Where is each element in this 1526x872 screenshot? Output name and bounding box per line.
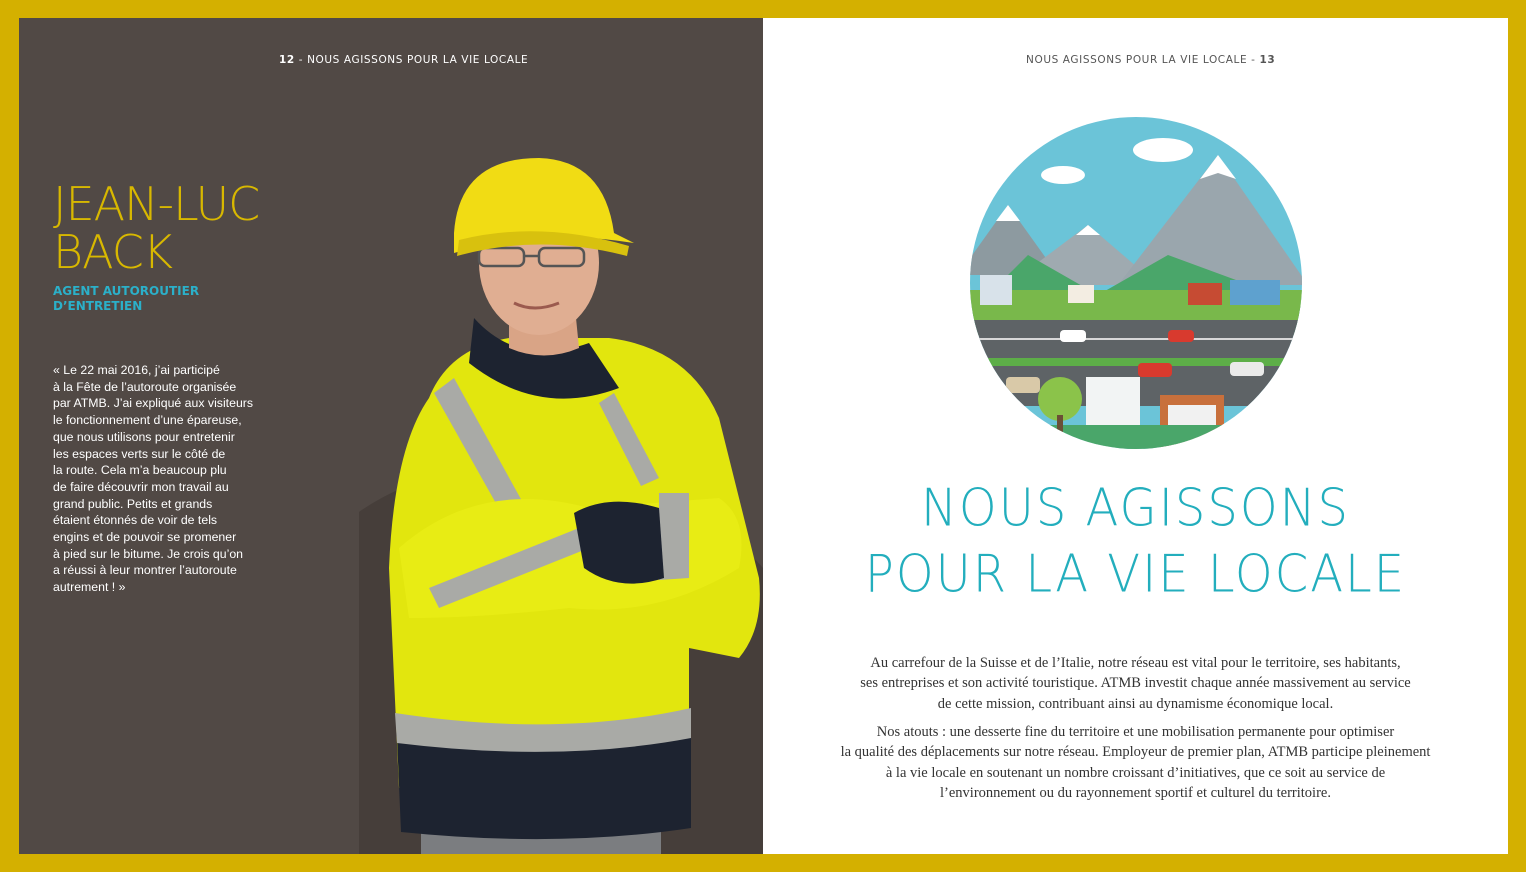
left-page (19, 18, 763, 854)
paragraph-line: Nos atouts : une desserte fine du territoire et une mobilisation permanente pour optimiser (876, 724, 1395, 740)
name-line: BACK (53, 225, 173, 279)
name-line: JEAN-LUC (53, 177, 260, 231)
role-line: AGENT AUTOROUTIER (53, 284, 200, 298)
quote-line: les espaces verts sur le côté de (53, 446, 226, 461)
paragraph-line: Au carrefour de la Suisse et de l’Italie, notre réseau est vital pour le territoire, ses habitants, (870, 655, 1401, 671)
page-number: 13 (1259, 54, 1276, 66)
employee-role (53, 284, 199, 314)
quote-line: par ATMB. J’ai expliqué aux visiteurs (53, 396, 254, 411)
paragraph-line: l’environnement ou du rayonnement sportif et culturel du territoire. (940, 785, 1331, 802)
quote-line: que nous utilisons pour entretenir (53, 429, 235, 444)
worker-portrait (359, 148, 763, 854)
quote-line: autrement ! » (53, 580, 126, 595)
quote-line: a réussi à leur montrer l’autoroute (53, 563, 237, 578)
section-title-line: POUR LA VIE LOCALE (864, 543, 1407, 605)
paragraph-line: de cette mission, contribuant ainsi au dynamisme économique local. (937, 695, 1334, 712)
quote-line: de faire découvrir mon travail au (53, 479, 229, 494)
quote-line: « Le 22 mai 2016, j’ai participé (53, 363, 220, 377)
quote-line: le fonctionnement d’une épareuse, (53, 413, 242, 428)
section-title-line: NOUS AGISSONS (921, 477, 1350, 539)
quote-line: à la Fête de l’autoroute organisée (53, 379, 237, 394)
paragraph-line: à la vie locale en soutenant un nombre croissant d’initiatives, que ce soit au service de (885, 764, 1386, 781)
quote-line: la route. Cela m’a beaucoup plu (53, 463, 227, 478)
running-head-right (1026, 54, 1275, 66)
testimonial-quote (53, 362, 263, 596)
paragraph-line: ses entreprises et son activité touristique. ATMB investit chaque année massivement au service (860, 675, 1411, 692)
running-head-text: NOUS AGISSONS POUR LA VIE LOCALE - (1026, 54, 1260, 66)
running-head-left (279, 54, 528, 66)
intro-paragraph (763, 653, 1508, 714)
landscape-illustration (968, 115, 1304, 451)
paragraph-line: la qualité des déplacements sur notre réseau. Employeur de premier plan, ATMB participe pleinement (840, 744, 1431, 761)
right-page (763, 18, 1508, 854)
employee-name (53, 177, 260, 279)
quote-line: grand public. Petits et grands (53, 496, 213, 511)
role-line: D’ENTRETIEN (53, 299, 143, 313)
running-head-text: - NOUS AGISSONS POUR LA VIE LOCALE (294, 54, 529, 66)
quote-line: engins et de pouvoir se promener (53, 530, 237, 545)
page-number: 12 (279, 54, 295, 66)
quote-line: étaient étonnés de voir de tels (53, 513, 218, 528)
assets-paragraph (763, 722, 1508, 804)
quote-line: à pied sur le bitume. Je crois qu’on (53, 546, 244, 561)
